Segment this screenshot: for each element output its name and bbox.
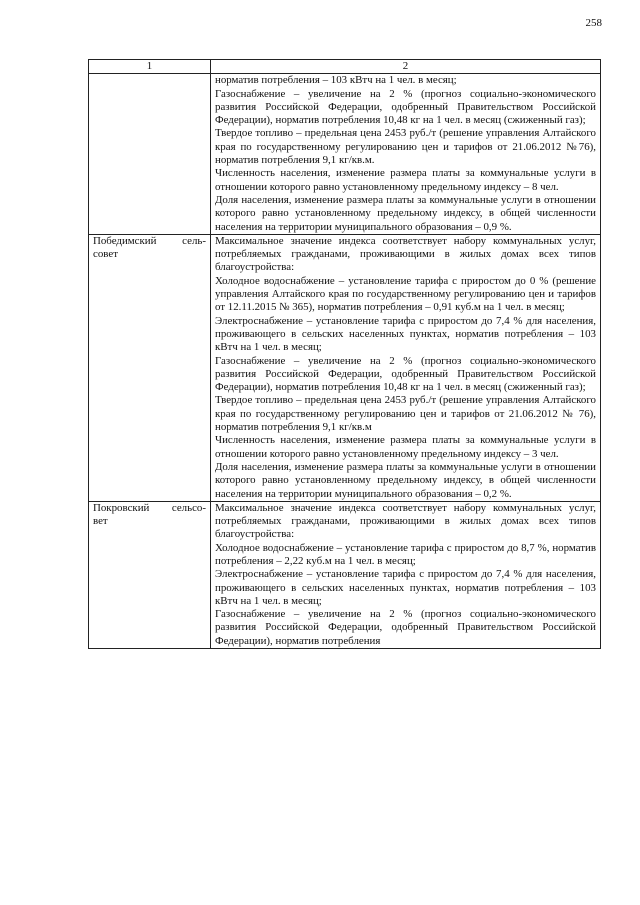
municipality-line: вет <box>93 515 108 528</box>
paragraph: Максимальное значение индекса соответствует набору коммунальных услуг, потребляемых гражданами, проживающими в жилых домах всех типов благоустройства: <box>215 501 596 541</box>
table-row <box>89 74 601 235</box>
municipality-line: Победимский сель- <box>93 234 206 247</box>
paragraph: Холодное водоснабжение – установление тарифа с приростом до 0 % (решение управления Алтайского края по государственному регулированию цен и тарифов от 12.11.2015 № 365), норматив потребления – 0,91 куб.м на 1 чел. в месяц; <box>215 274 596 314</box>
paragraph: норматив потребления – 103 кВтч на 1 чел. в месяц; <box>215 74 457 87</box>
municipality-cell <box>89 501 211 648</box>
paragraph: Газоснабжение – увеличение на 2 % (прогноз социально-экономического развития Российской Федерации, одобренный Правительством Российской Федерации), норматив потребления <box>215 608 596 647</box>
table-row <box>89 501 601 648</box>
description-cell <box>211 234 601 501</box>
table-row <box>89 234 601 501</box>
paragraph: Холодное водоснабжение – установление тарифа с приростом до 8,7 %, норматив потребления – 2,22 куб.м на 1 чел. в месяц; <box>215 541 596 567</box>
column-header-2: 2 <box>211 60 601 74</box>
column-header-1: 1 <box>89 60 211 74</box>
municipality-line: совет <box>93 248 118 261</box>
municipality-line: Покровский сельсо- <box>93 501 206 514</box>
paragraph: Доля населения, изменение размера платы за коммунальные услуги в отношении которого равно установленному предельному индексу, в общей численности населения на территории муниципального образования – 0,9 %. <box>215 193 596 233</box>
paragraph: Максимальное значение индекса соответствует набору коммунальных услуг, потребляемых гражданами, проживающими в жилых домах всех типов благоустройства: <box>215 234 596 274</box>
paragraph: Численность населения, изменение размера платы за коммунальные услуги в отношении которого равно установленному предельному индексу – 8 чел. <box>215 167 596 193</box>
municipality-cell <box>89 74 211 235</box>
paragraph: Численность населения, изменение размера платы за коммунальные услуги в отношении которого равно установленному предельному индексу – 3 чел. <box>215 434 596 460</box>
paragraph: Газоснабжение – увеличение на 2 % (прогноз социально-экономического развития Российской Федерации, одобренный Правительством Российской Федерации), норматив потребления 10,48 кг на 1 чел. в месяц (сжиженный газ); <box>215 87 596 127</box>
paragraph: Твердое топливо – предельная цена 2453 руб./т (решение управления Алтайского края по государственному регулированию цен и тарифов от 21.06.2012 №76), норматив потребления 9,1 кг/кв.м. <box>215 127 596 167</box>
page-number: 258 <box>585 17 602 29</box>
paragraph: Твердое топливо – предельная цена 2453 руб./т (решение управления Алтайского края по государственному регулированию цен и тарифов от 21.06.2012 № 76), норматив потребления 9,1 кг/кв.м <box>215 394 596 434</box>
description-cell <box>211 74 601 235</box>
table-header-row <box>89 60 601 74</box>
municipality-cell <box>89 234 211 501</box>
paragraph: Электроснабжение – установление тарифа с приростом до 7,4 % для населения, проживающего в сельских населенных пунктах, норматив потребления – 103 кВтч на 1 чел. в месяц; <box>215 314 596 354</box>
description-cell <box>211 501 601 648</box>
indices-table <box>88 59 601 649</box>
paragraph: Газоснабжение – увеличение на 2 % (прогноз социально-экономического развития Российской Федерации, одобренный Правительством Российской Федерации), норматив потребления 10,48 кг на 1 чел. в месяц (сжиженный газ); <box>215 354 596 394</box>
paragraph: Доля населения, изменение размера платы за коммунальные услуги в отношении которого равно установленному предельному индексу, в общей численности населения на территории муниципального образования – 0,2 %. <box>215 460 596 500</box>
paragraph: Электроснабжение – установление тарифа с приростом до 7,4 % для населения, проживающего в сельских населенных пунктах, норматив потребления – 103 кВтч на 1 чел. в месяц; <box>215 568 596 607</box>
